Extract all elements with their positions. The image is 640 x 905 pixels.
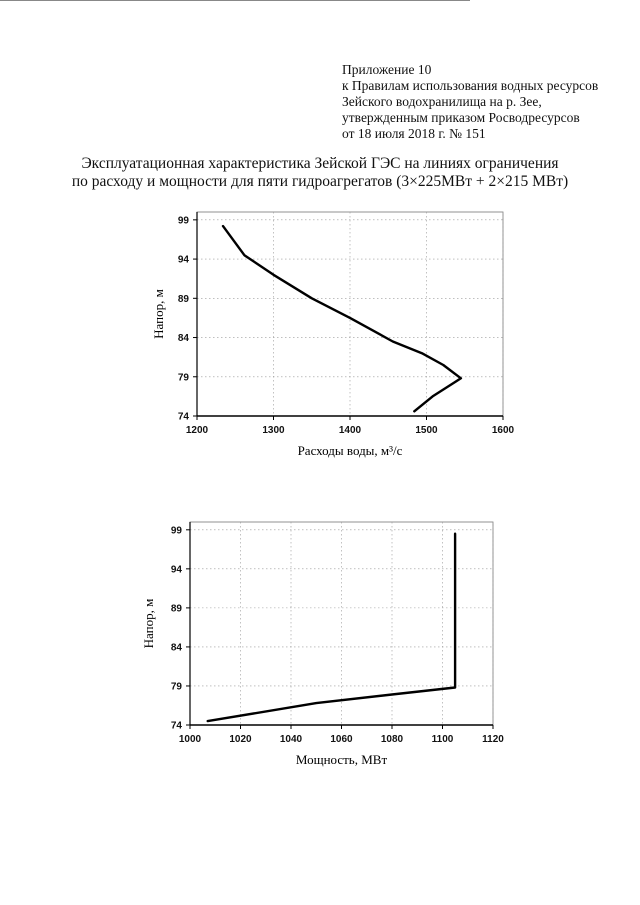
- appendix-line: Приложение 10: [342, 62, 432, 77]
- y-tick-label: 74: [177, 411, 189, 423]
- y-tick-label: 89: [177, 293, 189, 305]
- appendix-line: к Правилам использования водных ресурсов: [342, 78, 599, 93]
- y-tick-label: 84: [170, 642, 182, 654]
- x-tick-label: 1060: [330, 734, 353, 745]
- document-title: [0, 155, 640, 191]
- appendix-line: Зейского водохранилища на р. Зее,: [342, 94, 542, 109]
- title-line-1: Эксплуатационная характеристика Зейской ГЭС на линиях ограничения: [81, 155, 559, 172]
- y-tick-label: 84: [177, 333, 189, 345]
- y-tick-label: 99: [177, 215, 189, 227]
- y-axis-label: Напор, м: [141, 598, 156, 649]
- appendix-block: [342, 62, 598, 142]
- y-tick-label: 94: [170, 564, 182, 576]
- appendix-line: от 18 июля 2018 г. № 151: [342, 126, 486, 141]
- top-rule: [0, 0, 470, 1]
- x-tick-label: 1300: [262, 425, 285, 436]
- x-tick-label: 1020: [229, 734, 252, 745]
- x-tick-label: 1000: [178, 734, 202, 745]
- title-line-2: по расходу и мощности для пяти гидроагрегатов (3×225МВт + 2×215 МВт): [71, 173, 569, 190]
- y-tick-label: 74: [170, 720, 182, 732]
- y-tick-label: 79: [177, 372, 189, 384]
- x-axis-label: Мощность, МВт: [295, 752, 388, 767]
- appendix-line: утвержденным приказом Росводресурсов: [342, 110, 580, 125]
- y-tick-label: 89: [170, 603, 182, 615]
- x-tick-label: 1120: [482, 734, 504, 745]
- y-tick-label: 94: [177, 254, 189, 266]
- y-tick-label: 79: [170, 681, 182, 693]
- y-axis-label: Напор, м: [151, 289, 166, 339]
- x-tick-label: 1100: [431, 734, 454, 745]
- x-tick-label: 1600: [491, 425, 515, 436]
- flow-head-chart: [0, 200, 640, 470]
- x-tick-label: 1040: [279, 734, 303, 745]
- x-tick-label: 1080: [380, 734, 404, 745]
- x-tick-label: 1200: [185, 425, 209, 436]
- x-axis-label: Расходы воды, м³/с: [297, 443, 403, 458]
- power-head-chart: [0, 515, 640, 785]
- x-tick-label: 1400: [338, 425, 362, 436]
- y-tick-label: 99: [170, 525, 182, 537]
- x-tick-label: 1500: [415, 425, 438, 436]
